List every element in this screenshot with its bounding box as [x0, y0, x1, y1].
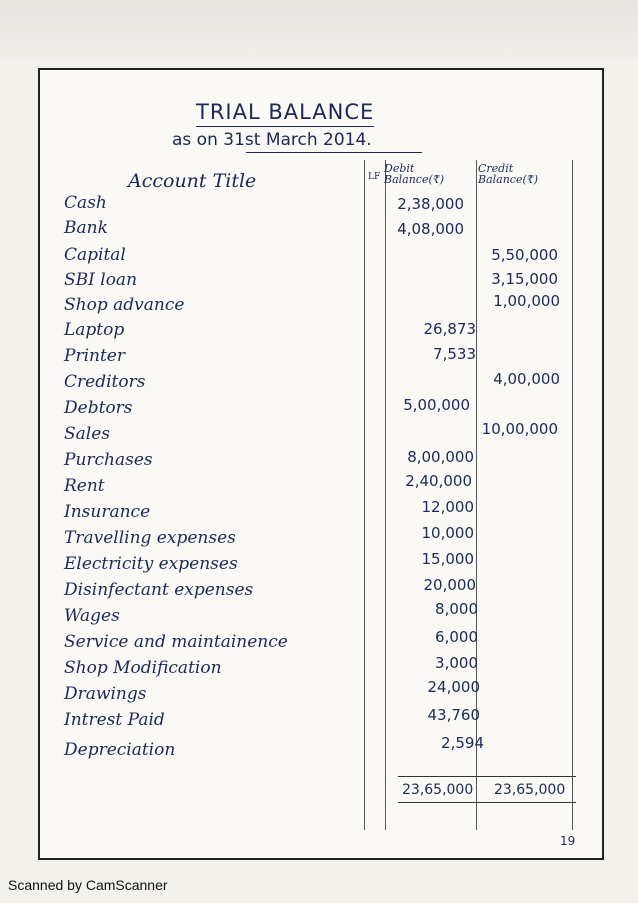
account-name: Capital	[64, 245, 126, 265]
account-name: Disinfectant expenses	[64, 580, 254, 600]
total-bottom-rule	[398, 802, 576, 803]
page-subtitle: as on 31st March 2014.	[172, 130, 372, 150]
account-name: Bank	[64, 218, 108, 238]
account-name: Service and maintainence	[64, 632, 288, 652]
account-name: Laptop	[64, 320, 125, 340]
account-name: Rent	[64, 476, 105, 496]
account-name: Travelling expenses	[64, 528, 236, 548]
debit-amount: 3,000	[435, 654, 478, 672]
header-account-title: Account Title	[128, 170, 257, 192]
account-name: Creditors	[64, 372, 146, 392]
debit-amount: 8,000	[435, 600, 478, 618]
credit-amount: 5,50,000	[491, 246, 558, 264]
credit-amount: 1,00,000	[493, 292, 560, 310]
header-lf: LF	[368, 172, 381, 182]
debit-amount: 2,594	[441, 734, 484, 752]
credit-amount: 3,15,000	[491, 270, 558, 288]
account-name: Printer	[64, 346, 125, 366]
credit-amount: 4,00,000	[493, 370, 560, 388]
account-name: Intrest Paid	[64, 710, 165, 730]
credit-column-rule	[476, 160, 477, 830]
debit-amount: 8,00,000	[407, 448, 474, 466]
debit-column-rule	[385, 160, 386, 830]
lf-column-rule	[364, 160, 365, 830]
credit-total: 23,65,000	[494, 782, 566, 798]
scanner-watermark: Scanned by CamScanner	[8, 877, 168, 893]
account-name: SBI loan	[64, 270, 138, 290]
debit-amount: 10,000	[421, 524, 474, 542]
account-name: Sales	[64, 424, 111, 444]
account-name: Drawings	[64, 684, 147, 704]
debit-amount: 12,000	[421, 498, 474, 516]
header-debit-balance: Debit Balance(₹)	[384, 162, 445, 186]
right-column-rule	[572, 160, 573, 830]
debit-amount: 15,000	[421, 550, 474, 568]
debit-amount: 2,40,000	[405, 472, 472, 490]
page-number: 19	[560, 834, 576, 848]
debit-amount: 20,000	[423, 576, 476, 594]
debit-amount: 26,873	[423, 320, 476, 338]
debit-amount: 7,533	[433, 345, 476, 363]
debit-amount: 2,38,000	[397, 195, 464, 213]
total-top-rule	[398, 776, 576, 777]
account-name: Electricity expenses	[64, 554, 238, 574]
header-credit-balance: Credit Balance(₹)	[478, 162, 539, 186]
account-name: Cash	[64, 193, 107, 213]
subtitle-underline	[246, 152, 422, 153]
account-name: Shop advance	[64, 295, 185, 315]
account-name: Insurance	[64, 502, 151, 522]
account-name: Shop Modification	[64, 658, 222, 678]
debit-amount: 4,08,000	[397, 220, 464, 238]
credit-amount: 10,00,000	[481, 420, 558, 438]
scan-background	[0, 0, 638, 60]
debit-total: 23,65,000	[402, 782, 474, 798]
account-name: Purchases	[64, 450, 153, 470]
debit-amount: 5,00,000	[403, 396, 470, 414]
account-name: Debtors	[64, 398, 133, 418]
debit-amount: 43,760	[427, 706, 480, 724]
page-title: TRIAL BALANCE	[196, 100, 375, 124]
account-name: Wages	[64, 606, 120, 626]
debit-amount: 6,000	[435, 628, 478, 646]
account-name: Depreciation	[64, 740, 176, 760]
debit-amount: 24,000	[427, 678, 480, 696]
title-underline	[196, 126, 374, 127]
